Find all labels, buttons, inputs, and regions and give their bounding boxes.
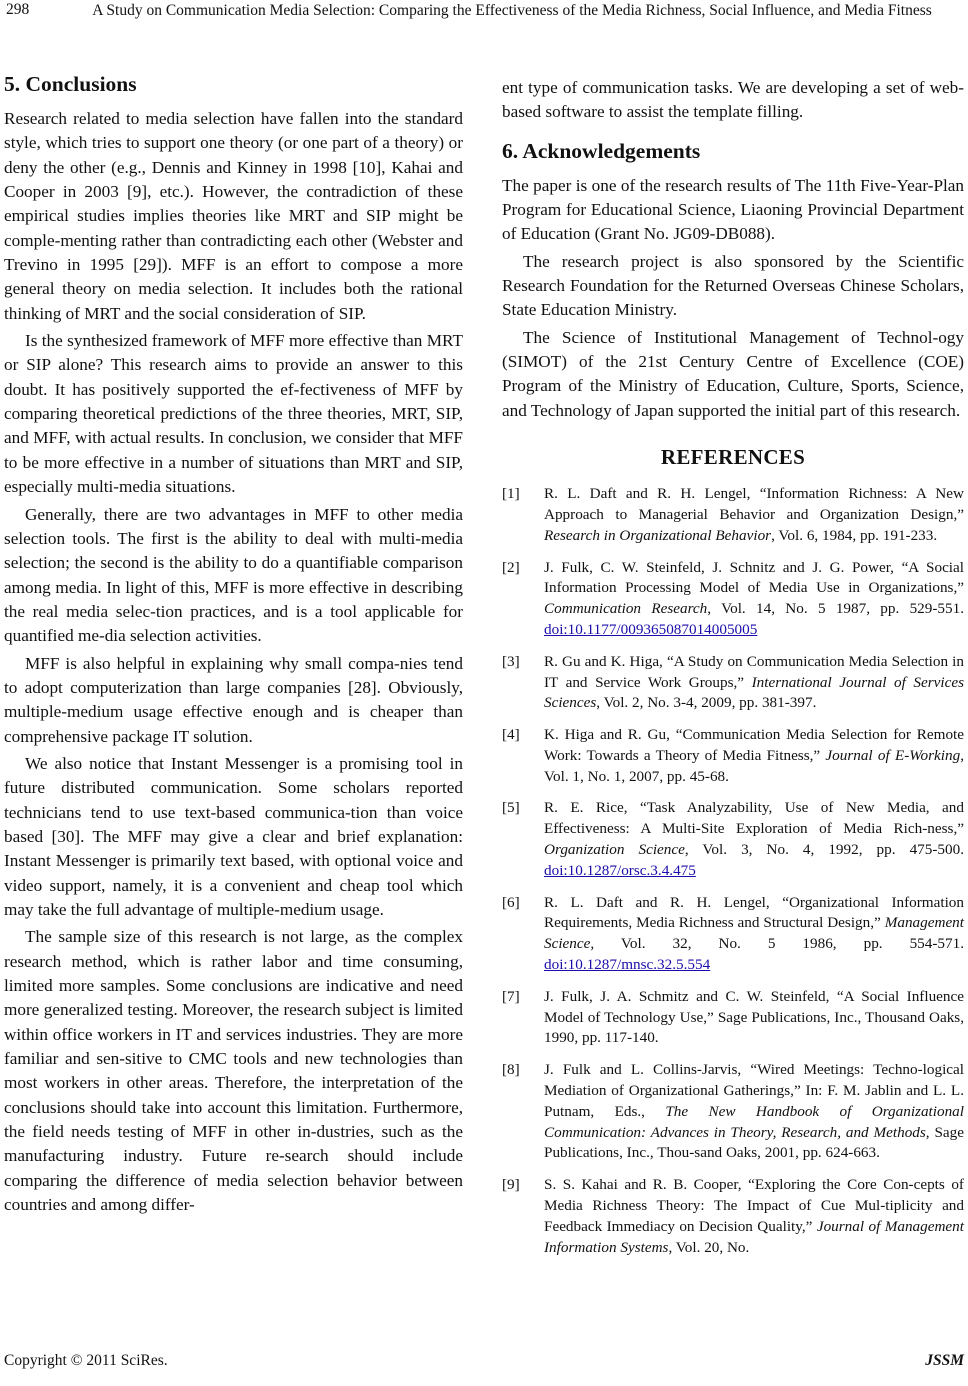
reference-details: , Vol. 3, No. 4, 1992, pp. 475-500. [684,841,964,859]
references-heading: REFERENCES [660,445,806,470]
page-footer [4,1352,964,1376]
reference-source: Journal of Management Information Systems [544,1217,964,1256]
reference-text [544,725,964,787]
reference-details: , Vol. 32, No. 5 1986, pp. 554-571. [590,935,964,953]
acknowledgements-paragraph: The research project is also sponsored by the Scientific Research Foundation for the Returned Overseas Chinese Scholars, State Education Ministry. [502,251,964,320]
reference-source: The New Handbook of Organizational Communication: Advances in Theory, Research, and Methods [544,1102,964,1141]
reference-item [502,893,964,976]
reference-text [544,798,964,881]
reference-number: [8] [502,1061,520,1079]
reference-text [544,987,964,1049]
reference-source: International Journal of Services Sciences [544,673,965,712]
reference-text [544,652,964,714]
reference-source: Research in Organizational Behavior [544,526,772,544]
reference-item [502,725,964,787]
reference-source: Organization Science [544,841,685,859]
doi-link[interactable]: doi:10.1177/009365087014005005 [544,620,758,638]
reference-authors-title: R. L. Daft and R. H. Lengel, “Organizational Information Requirements, Media Richness and Structural Design,” [544,893,964,932]
reference-details: , Vol. 14, No. 5 1987, pp. 529-551. [707,600,964,618]
copyright-text: Copyright © 2011 SciRes. [4,1352,168,1369]
reference-item [502,1060,964,1164]
reference-list [502,484,964,1258]
reference-details: , Vol. 2, No. 3-4, 2009, pp. 381-397. [596,694,817,712]
conclusions-heading: 5. Conclusions [4,72,137,96]
reference-item [502,558,964,641]
reference-details: , Vol. 1, No. 1, 2007, pp. 45-68. [544,746,964,785]
right-column [502,76,964,1269]
reference-source: Communication Research [544,600,708,618]
reference-number: [5] [502,799,520,817]
reference-number: [7] [502,987,520,1005]
acknowledgements-heading: 6. Acknowledgements [502,138,701,163]
reference-text [544,1060,964,1164]
reference-number: [2] [502,558,520,576]
reference-number: [4] [502,726,520,744]
reference-text [544,1175,964,1258]
reference-authors-title: S. S. Kahai and R. B. Cooper, “Exploring the Core Con-cepts of Media Richness Theory: The Impact of Cue Mul-tiplicity and Feedback Immediacy on Decision Quality,” [544,1176,964,1235]
reference-text [544,558,964,641]
acknowledgements-paragraph: The paper is one of the research results of The 11th Five-Year-Plan Program for Educational Science, Liaoning Provincial Department of Education (Grant No. JG09-DB088). [502,175,964,244]
reference-text [544,893,964,976]
reference-details: , Sage Publications, Inc., Thou-sand Oaks, 2001, pp. 624-663. [544,1123,964,1162]
reference-number: [6] [502,893,520,911]
reference-item [502,484,964,546]
reference-item [502,798,964,881]
acknowledgements-paragraph: The Science of Institutional Management of Technol-ogy (SIMOT) of the 21st Century Centre of Excellence (COE) Program of the Ministry of Education, Culture, Sports, Science, and Technology of Japan supported the initial part of this research. [502,327,964,420]
left-column [4,70,463,1217]
running-header [0,0,968,46]
journal-abbreviation: JSSM [925,1352,964,1369]
reference-authors-title: J. Fulk, C. W. Steinfeld, J. Schnitz and J. G. Power, “A Social Information Processing Model of Media Use in Organizations,” [544,558,964,597]
conclusions-paragraph: Is the synthesized framework of MFF more effective than MRT or SIP alone? This research aims to provide an answer to this doubt. It has positively supported the ef-fectiveness of MFF by comparing theoretical predictions of the three theories, MRT, SIP, and MFF, with actual results. In conclusion, we consider that MFF to be more effective in a number of situations than MRT and SIP, especially multi-media situations. [4,331,463,497]
reference-details: , Vol. 20, No. [668,1238,750,1256]
doi-link[interactable]: doi:10.1287/mnsc.32.5.554 [544,956,711,974]
conclusions-paragraph: The sample size of this research is not large, as the complex research method, which is rather labor and time consuming, limited more samples. Some conclusions are indicative and need more generalized testing. Moreover, the research subject is limited within office workers in IT and services industries. They are more familiar and sen-sitive to CMC tools and new technologies than most workers in other areas. Therefore, the interpretation of the conclusions should take into account this limitation. Furthermore, the field needs testing of MFF in other in-dustries, such as the manufacturing industry. Future re-search should include comparing the difference of media selection behavior between countries and among differ- [4,927,463,1215]
conclusions-paragraph: Research related to media selection have fallen into the standard style, which tries to support one theory (or one part of a theory) or deny the other (e.g., Dennis and Kinney in 1998 [10], Kahai and Cooper in 2003 [9], etc.). However, the contradiction of these empirical studies implies theories like MRT and SIP might be comple-menting rather than contradicting each other (Webster and Trevino in 1995 [29]). MFF is an effort to compose a more general theory on media selection. It includes both the rational thinking of MRT and the social consideration of SIP. [4,109,463,323]
reference-details: , Vol. 6, 1984, pp. 191-233. [771,526,938,544]
page-number: 298 [6,1,30,18]
conclusions-paragraph: We also notice that Instant Messenger is a promising tool in future distributed communication. Some scholars reported technicians tend to use text-based communica-tion than voice based [30]. The MFF may give a clear and brief explanation: Instant Messenger is primarily text based, with optional voice and video support, namely, it is a convenient and cheap tool which may take the full advantage of multiple-medium usage. [4,753,463,919]
reference-source: Management Science [544,914,964,953]
conclusions-paragraph: MFF is also helpful in explaining why small compa-nies tend to adopt computerization than large companies [28]. Obviously, multiple-medium usage effective enough and is cheaper than comprehensive package IT solution. [4,653,463,746]
conclusions-paragraph: Generally, there are two advantages in MFF to other media selection tools. The first is the ability to deal with multi-media selection; the second is the ability to do a quantifiable comparison among media. In light of this, MFF is more effective in describing the real media selec-tion practices, and is a tool applicable for quantified me-dia selection activities. [4,504,463,646]
reference-text [544,484,964,546]
reference-authors-title: R. Gu and K. Higa, “A Study on Communication Media Selection in IT and Service Work Groups,” [544,652,964,691]
reference-number: [3] [502,652,520,670]
doi-link[interactable]: doi:10.1287/orsc.3.4.475 [544,861,696,879]
reference-authors-title: R. E. Rice, “Task Analyzability, Use of New Media, and Effectiveness: A Multi-Site Exploration of Media Rich-ness,” [544,799,964,838]
reference-authors-title: K. Higa and R. Gu, “Communication Media Selection for Remote Work: Towards a Theory of Media Fitness,” [544,726,964,764]
reference-item [502,987,964,1049]
reference-source: Journal of E-Working [825,746,961,764]
reference-item [502,652,964,714]
conclusions-continuation: ent type of communication tasks. We are developing a set of web-based software to assist the template filling. [502,78,964,122]
reference-authors-title: J. Fulk, J. A. Schmitz and C. W. Steinfeld, “A Social Influence Model of Technology Use,” Sage Publications, Inc., Thousand Oaks, 1990, pp. 117-140. [544,987,964,1047]
reference-item [502,1175,964,1258]
running-title: A Study on Communication Media Selection: Comparing the Effectiveness of the Media Richness, Social Influence, and Media Fitness [92,2,932,19]
reference-number: [9] [502,1176,520,1194]
reference-number: [1] [502,485,520,503]
reference-authors-title: J. Fulk and L. Collins-Jarvis, “Wired Meetings: Techno-logical Mediation of Organizational Gatherings,” In: F. M. Jablin and L. L. Putnam, Eds., [544,1061,964,1120]
reference-authors-title: R. L. Daft and R. H. Lengel, “Information Richness: A New Approach to Managerial Behavior and Organization Design,” [544,485,964,523]
